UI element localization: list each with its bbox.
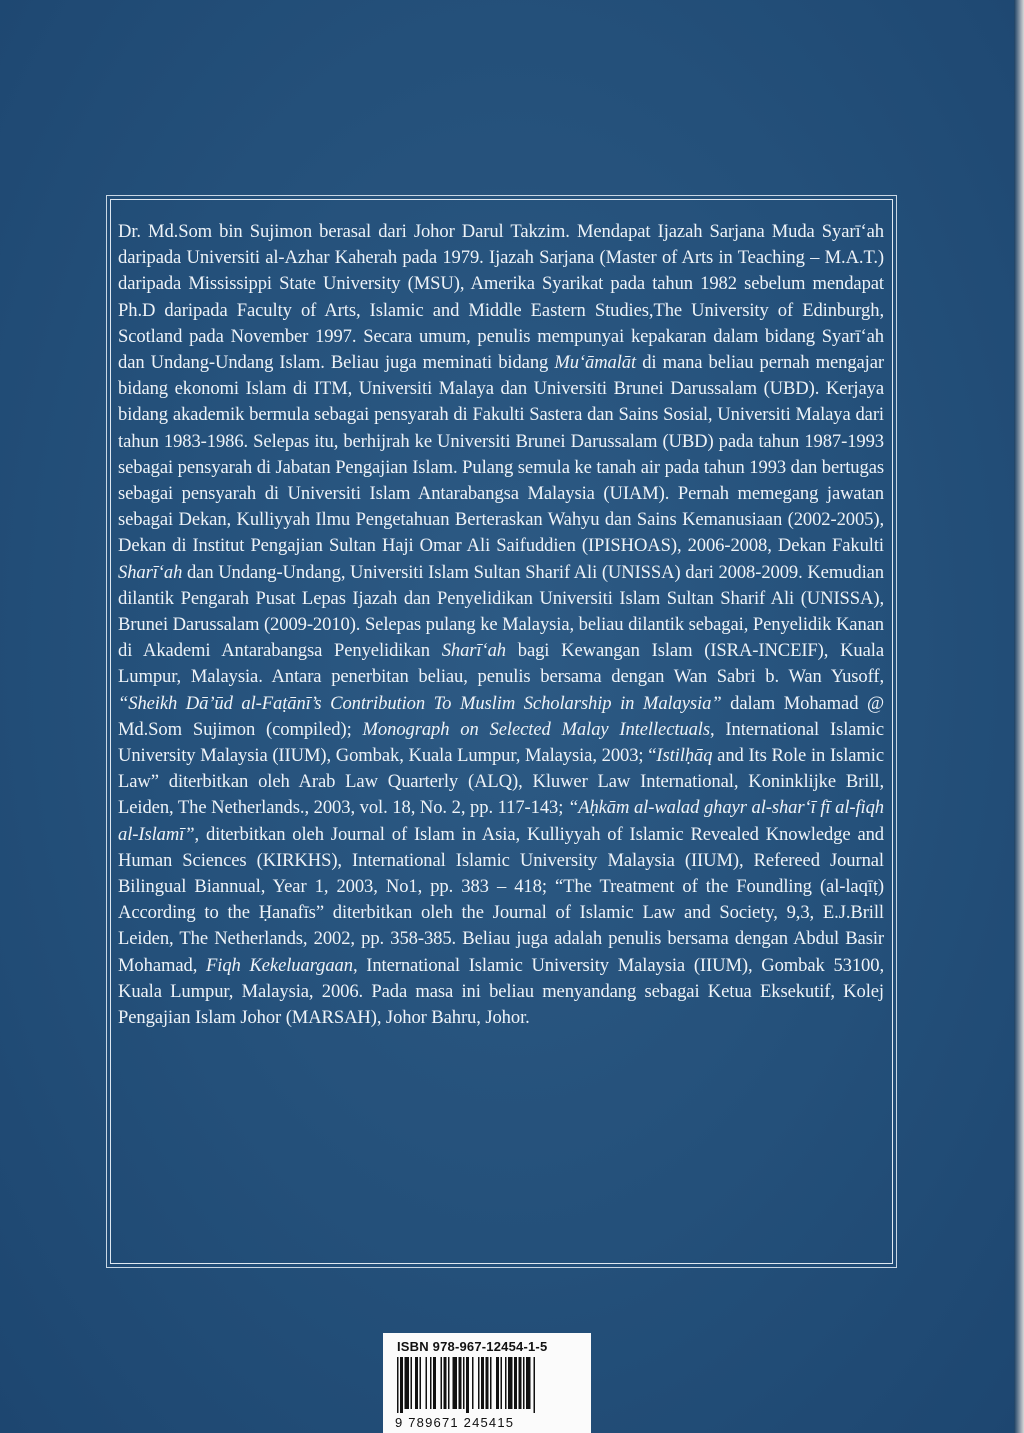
bio-publication-title: Monograph on Selected Malay Intellectuals	[362, 718, 711, 740]
bio-text: , International Islamic University Malaysia (IIUM), Gombak, Kuala Lumpur, Malaysia, 2003; “	[118, 718, 885, 767]
bio-text: , International Islamic University Malaysia (IIUM), Gombak 53100, Kuala Lumpur, Malaysia, 2006. Pada masa ini beliau menyandang sebagai Ketua Eksekutif, Kolej Pengajian Islam Johor (MARSAH), Johor Bahru, Johor.	[118, 954, 884, 1029]
isbn-number: ISBN 978-967-12454-1-5	[397, 1339, 548, 1354]
author-biography	[118, 219, 884, 1031]
bio-text: , diterbitkan oleh Journal of Islam in Asia, Kulliyyah of Islamic Revealed Knowledge and Human Sciences (KIRKHS), International Islamic University Malaysia (IIUM), Refereed Journal Bilingual Biannual, Year 1, 2003, No1, pp. 383 – 418; “The Treatment of the Foundling (al-laqīṭ) According to the Ḥanafīs” diterbitkan oleh the Journal of Islamic Law and Society, 9,3, E.J.Brill Leiden, The Netherlands, 2002, pp. 358-385. Beliau juga adalah penulis bersama dengan Abdul Basir Mohamad,	[118, 823, 884, 976]
bio-text: and Its Role in Islamic Law” diterbitkan oleh Arab Law Quarterly (ALQ), Kluwer Law International, Koninklijke Brill, Leiden, The Netherlands., 2003, vol. 18, No. 2, pp. 117-143;	[118, 745, 884, 819]
barcode-digits: 9 789671 245415	[395, 1415, 515, 1430]
bio-italic-term: Mu‘āmalāt	[554, 352, 637, 374]
bio-italic-term: Istilḥāq	[656, 745, 713, 767]
bio-publication-title: “Aḥkām al-walad ghayr al-shar‘ī fī al-fiqh al-Islamī”	[118, 797, 884, 845]
isbn-barcode-label	[383, 1333, 591, 1433]
bio-text: dan Undang-Undang, Universiti Islam Sultan Sharif Ali (UNISSA) dari 2008-2009. Kemudian dilantik Pengarah Pusat Lepas Ijazah dan Penyelidikan Universiti Islam Sultan Sharif Ali (UNISSA), Brunei Darussalam (2009-2010). Selepas pulang ke Malaysia, beliau dilantik sebagai, Penyelidik Kanan di Akademi Antarabangsa Penyelidikan	[118, 561, 884, 662]
bio-italic-term: Sharī‘ah	[118, 561, 183, 583]
bio-publication-title: “Sheikh Dā’ūd al-Faṭānī’s Contribution To Muslim Scholarship in Malaysia”	[118, 692, 722, 714]
barcode-icon	[395, 1357, 585, 1413]
bio-text: bagi Kewangan Islam (ISRA-INCEIF), Kuala Lumpur, Malaysia. Antara penerbitan beliau, penulis bersama dengan Wan Sabri b. Wan Yusoff,	[118, 640, 884, 688]
bio-text: di mana beliau pernah mengajar bidang ekonomi Islam di ITM, Universiti Malaya dan Universiti Brunei Darussalam (UBD). Kerjaya bidang akademik bermula sebagai pensyarah di Fakulti Sastera dan Sains Sosial, Universiti Malaya dari tahun 1983-1986. Selepas itu, berhijrah ke Universiti Brunei Darussalam (UBD) pada tahun 1987-1993 sebagai pensyarah di Jabatan Pengajian Islam. Pulang semula ke tanah air pada tahun 1993 dan bertugas sebagai pensyarah di Universiti Islam Antarabangsa Malaysia (UIAM). Pernah memegang jawatan sebagai Dekan, Kulliyyah Ilmu Pengetahuan Berteraskan Wahyu dan Sains Kemanusiaan (2002-2005), Dekan di Institut Pengajian Sultan Haji Omar Ali Saifuddien (IPISHOAS), 2006-2008, Dekan Fakulti	[118, 352, 884, 557]
bio-text: Dr. Md.Som bin Sujimon berasal dari Johor Darul Takzim. Mendapat Ijazah Sarjana Muda Syarī‘ah daripada Universiti al-Azhar Kaherah pada 1979. Ijazah Sarjana (Master of Arts in Teaching – M.A.T.) daripada Mississippi State University (MSU), Amerika Syarikat pada tahun 1982 sebelum mendapat Ph.D daripada Faculty of Arts, Islamic and Middle Eastern Studies,The University of Edinburgh, Scotland pada November 1997. Secara umum, penulis mempunyai kepakaran dalam bidang Syarī‘ah dan Undang-Undang Islam. Beliau juga meminati bidang	[118, 221, 884, 374]
bio-italic-term: Sharī‘ah	[441, 640, 506, 662]
cover-right-edge	[1014, 0, 1024, 1433]
bio-text: dalam Mohamad @ Md.Som Sujimon (compiled);	[118, 692, 885, 740]
bio-publication-title: Fiqh Kekeluargaan	[206, 954, 353, 976]
